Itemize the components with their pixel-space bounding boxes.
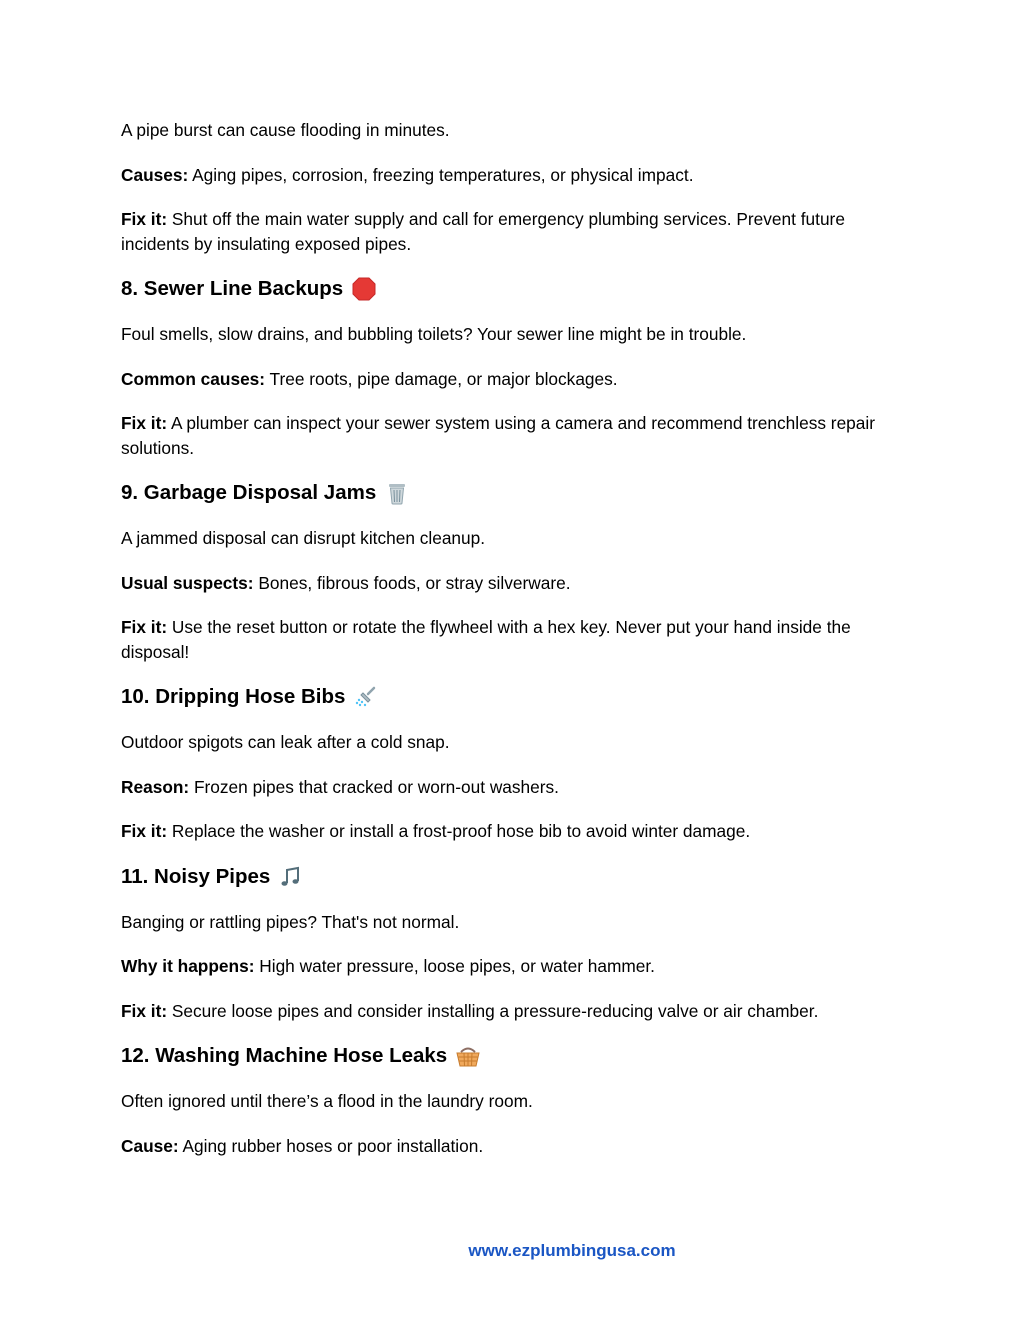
- fix-label: Fix it:: [121, 209, 168, 229]
- fix-label: Fix it:: [121, 617, 168, 637]
- fix-text: Replace the washer or install a frost-proof hose bib to avoid winter damage.: [167, 821, 751, 841]
- detail-text: Frozen pipes that cracked or worn-out washers.: [189, 776, 559, 797]
- intro-causes-paragraph: [121, 163, 911, 188]
- detail-text: Aging rubber hoses or poor installation.: [178, 1135, 484, 1156]
- section-intro: Outdoor spigots can leak after a cold snap.: [121, 732, 450, 752]
- fix-text: A plumber can inspect your sewer system using a camera and recommend trenchless repair solutions.: [121, 413, 875, 458]
- causes-text: Aging pipes, corrosion, freezing temperatures, or physical impact.: [188, 164, 694, 185]
- detail-label: Usual suspects:: [121, 572, 254, 593]
- fix-text: Use the reset button or rotate the flywheel with a hex key. Never put your hand inside the disposal!: [121, 617, 851, 662]
- section-detail: [121, 954, 911, 979]
- laundry-basket-icon: [455, 1043, 481, 1069]
- detail-label: Cause:: [121, 1135, 179, 1156]
- heading-washing-machine-hose-leaks: [121, 1043, 911, 1069]
- intro-fix-paragraph: [121, 207, 911, 256]
- detail-text: Bones, fibrous foods, or stray silverware.: [253, 572, 571, 593]
- section-detail: [121, 367, 911, 392]
- section-detail: [121, 571, 911, 596]
- heading-noisy-pipes: [121, 864, 911, 890]
- wastebasket-icon: [384, 480, 410, 506]
- heading-text: 10. Dripping Hose Bibs: [121, 685, 346, 708]
- section-detail: [121, 775, 911, 800]
- section-fix: [121, 411, 911, 460]
- fix-label: Fix it:: [121, 413, 168, 433]
- heading-text: 12. Washing Machine Hose Leaks: [121, 1044, 448, 1067]
- detail-label: Reason:: [121, 776, 190, 797]
- detail-text: Tree roots, pipe damage, or major blockages.: [265, 368, 618, 389]
- fix-label: Fix it:: [121, 1000, 168, 1021]
- section-intro: Foul smells, slow drains, and bubbling toilets? Your sewer line might be in trouble.: [121, 324, 747, 344]
- fix-text: Secure loose pipes and consider installing a pressure-reducing valve or air chamber.: [167, 1000, 819, 1021]
- stop-sign-icon: [351, 276, 377, 302]
- section-intro: A jammed disposal can disrupt kitchen cleanup.: [121, 528, 486, 548]
- intro-paragraph: A pipe burst can cause flooding in minutes.: [121, 120, 450, 140]
- footer-website-link[interactable]: www.ezplumbingusa.com: [468, 1241, 676, 1260]
- heading-sewer-line-backups: [121, 276, 911, 302]
- section-fix: [121, 999, 911, 1024]
- heading-text: 8. Sewer Line Backups: [121, 277, 344, 300]
- shower-icon: [353, 684, 379, 710]
- heading-garbage-disposal-jams: [121, 480, 911, 506]
- detail-text: High water pressure, loose pipes, or water hammer.: [254, 956, 655, 976]
- section-fix: [121, 615, 911, 664]
- document-body: [121, 118, 911, 1178]
- causes-label: Causes:: [121, 164, 189, 185]
- fix-text: Shut off the main water supply and call for emergency plumbing services. Prevent future incidents by insulating exposed pipes.: [121, 209, 845, 254]
- section-intro: Banging or rattling pipes? That's not normal.: [121, 911, 460, 932]
- heading-text: 11. Noisy Pipes: [121, 864, 271, 888]
- fix-label: Fix it:: [121, 821, 168, 841]
- section-fix: [121, 819, 911, 844]
- detail-label: Common causes:: [121, 368, 266, 389]
- heading-dripping-hose-bibs: [121, 684, 911, 710]
- section-detail: [121, 1134, 911, 1159]
- section-intro: Often ignored until there’s a flood in the laundry room.: [121, 1091, 533, 1111]
- music-note-icon: [278, 864, 304, 890]
- heading-text: 9. Garbage Disposal Jams: [121, 481, 377, 504]
- detail-label: Why it happens:: [121, 956, 255, 976]
